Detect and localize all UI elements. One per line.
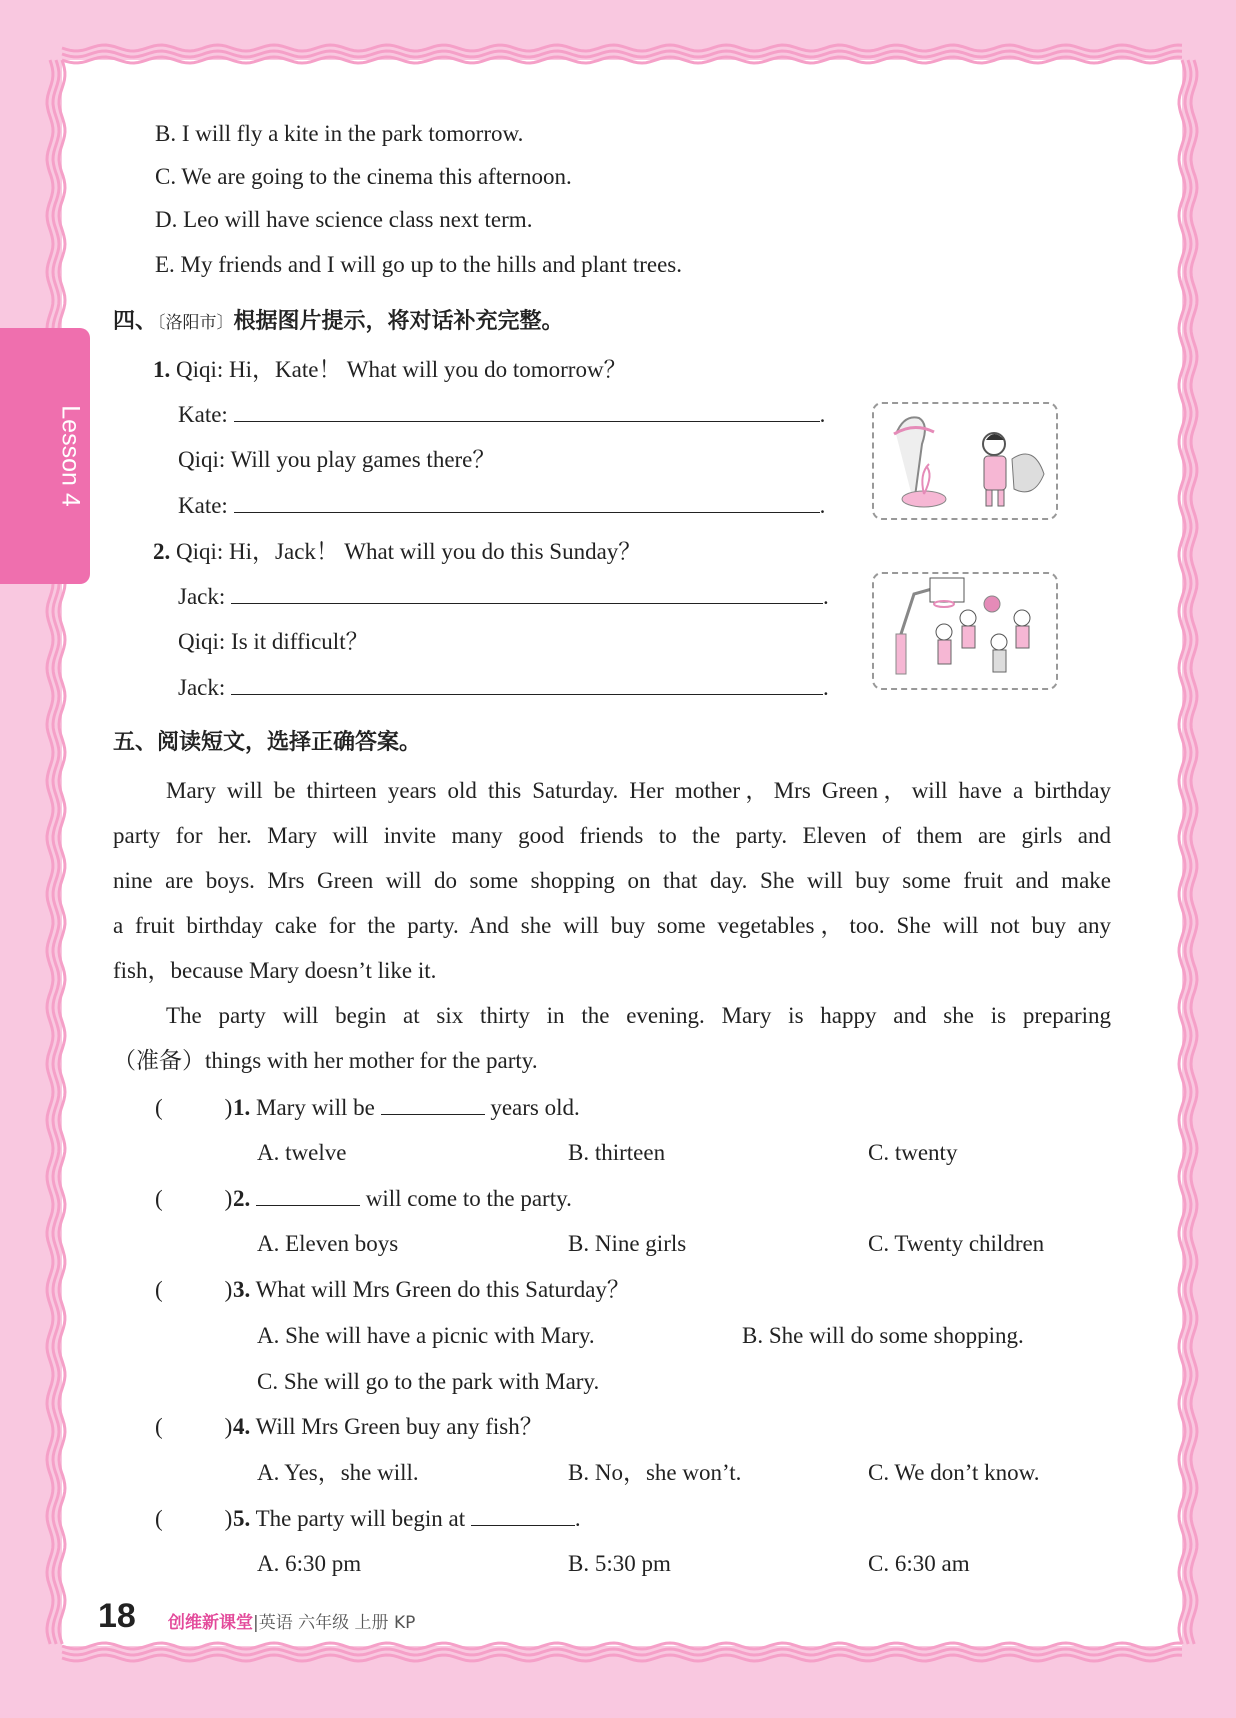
section5-heading: 五、阅读短文，选择正确答案。 xyxy=(113,730,422,755)
q2-line3: Qiqi: Is it difficult？ xyxy=(178,629,369,654)
q1-kate-line: Kate: . xyxy=(178,402,826,427)
picture-girl-watering-flowers xyxy=(872,402,1058,520)
question-4: 4. Will Mrs Green buy any fish？ xyxy=(233,1414,543,1439)
passage-line-6: The party will begin at six thirty in the evening. Mary is happy and she is preparing xyxy=(166,1003,1111,1028)
q5-option-c[interactable]: C. 6:30 am xyxy=(868,1551,970,1576)
footer-info: 创维新课堂|英语 六年级 上册 KP xyxy=(168,1613,416,1633)
q3-option-a[interactable]: A. She will have a picnic with Mary. xyxy=(257,1323,595,1348)
passage-line-3: nine are boys. Mrs Green will do some shopping on that day. She will buy some fruit and make xyxy=(113,868,1111,893)
q2-option-a[interactable]: A. Eleven boys xyxy=(257,1231,399,1256)
answer-blank[interactable] xyxy=(231,676,823,695)
option-b: B. I will fly a kite in the park tomorrow. xyxy=(155,121,524,146)
q1-option-c[interactable]: C. twenty xyxy=(868,1140,958,1165)
q3-option-b[interactable]: B. She will do some shopping. xyxy=(742,1323,1024,1348)
q2-jack-line2: Jack: . xyxy=(178,675,829,700)
section4-title: 根据图片提示，将对话补充完整。 xyxy=(233,309,564,334)
footer-book-info: 英语 六年级 上册 KP xyxy=(258,1613,416,1633)
basketball-illustration xyxy=(874,574,1056,688)
question-2: 2. will come to the party. xyxy=(233,1186,572,1211)
page-number: 18 xyxy=(98,1597,136,1635)
answer-paren-5[interactable]: ( ) xyxy=(155,1506,233,1531)
q5-option-b[interactable]: B. 5:30 pm xyxy=(568,1551,671,1576)
answer-paren-2[interactable]: ( ) xyxy=(155,1186,233,1211)
girl-planting-illustration xyxy=(874,404,1056,518)
question-blank xyxy=(256,1187,360,1206)
question-blank xyxy=(471,1507,575,1526)
question-1: 1. Mary will be years old. xyxy=(233,1095,580,1120)
passage-line-1: Mary will be thirteen years old this Saturday. Her mother，Mrs Green，will have a birthday xyxy=(166,778,1111,803)
question-5: 5. The party will begin at . xyxy=(233,1506,581,1531)
option-e: E. My friends and I will go up to the hills and plant trees. xyxy=(155,252,682,277)
passage-line-2: party for her. Mary will invite many good friends to the party. Eleven of them are girls and xyxy=(113,823,1111,848)
section4-number: 四、 xyxy=(113,309,158,334)
passage-line-7: （准备）things with her mother for the party. xyxy=(113,1048,538,1073)
q2-line1: 2. Qiqi: Hi，Jack！ What will you do this Sunday？ xyxy=(153,539,642,564)
answer-blank[interactable] xyxy=(234,403,820,422)
q3-option-c[interactable]: C. She will go to the park with Mary. xyxy=(257,1369,600,1394)
section4-heading xyxy=(113,311,564,333)
wavy-border-line xyxy=(62,57,1182,63)
q1-option-b[interactable]: B. thirteen xyxy=(568,1140,666,1165)
answer-blank[interactable] xyxy=(231,585,823,604)
footer-brand: 创维新课堂 xyxy=(168,1613,253,1633)
answer-paren-3[interactable]: ( ) xyxy=(155,1277,233,1302)
passage-line-5: fish，because Mary doesn’t like it. xyxy=(113,958,437,983)
option-d: D. Leo will have science class next term. xyxy=(155,207,533,232)
question-3: 3. What will Mrs Green do this Saturday？ xyxy=(233,1277,630,1302)
q4-option-c[interactable]: C. We don’t know. xyxy=(868,1460,1040,1485)
q2-jack-line: Jack: . xyxy=(178,584,829,609)
question-blank xyxy=(381,1096,485,1115)
q1-line1: 1. Qiqi: Hi，Kate！ What will you do tomorrow？ xyxy=(153,357,627,382)
side-tab-label: Lesson 4 xyxy=(56,405,85,507)
answer-paren-1[interactable]: ( ) xyxy=(155,1095,233,1120)
option-c: C. We are going to the cinema this afternoon. xyxy=(155,164,572,189)
q1-kate-line2: Kate: . xyxy=(178,493,826,518)
answer-paren-4[interactable]: ( ) xyxy=(155,1414,233,1439)
q2-option-c[interactable]: C. Twenty children xyxy=(868,1231,1045,1256)
q1-option-a[interactable]: A. twelve xyxy=(257,1140,347,1165)
section4-region: 〔洛阳市〕 xyxy=(157,313,234,333)
answer-blank[interactable] xyxy=(234,494,820,513)
picture-children-playing-basketball xyxy=(872,572,1058,690)
q5-option-a[interactable]: A. 6:30 pm xyxy=(257,1551,362,1576)
q4-option-a[interactable]: A. Yes，she will. xyxy=(257,1460,419,1485)
q2-option-b[interactable]: B. Nine girls xyxy=(568,1231,687,1256)
q1-line3: Qiqi: Will you play games there？ xyxy=(178,447,496,472)
q4-option-b[interactable]: B. No，she won’t. xyxy=(568,1460,742,1485)
wavy-border-line xyxy=(62,1655,1182,1661)
passage-line-4: a fruit birthday cake for the party. And she will buy some vegetables，too. She will not buy any xyxy=(113,913,1111,938)
